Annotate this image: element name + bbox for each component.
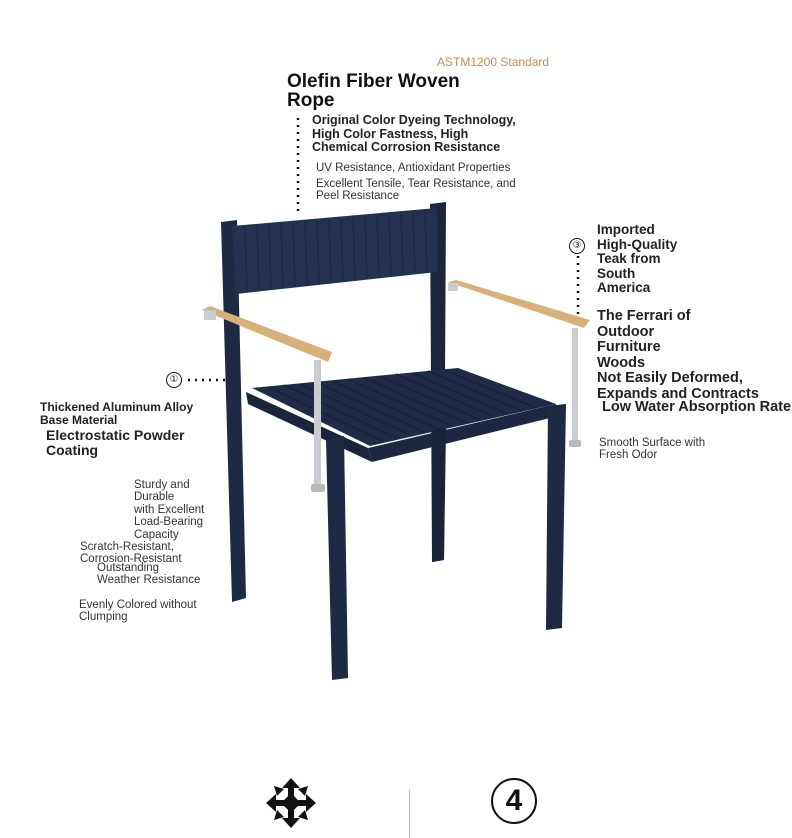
rope-uv-text: UV Resistance, Antioxidant Properties <box>316 162 511 174</box>
teak-ferrari-text: The Ferrari of Outdoor Furniture Woods <box>597 308 691 371</box>
teak-imported-text: Imported High-Quality Teak from South America <box>597 222 678 296</box>
move-arrows-icon[interactable] <box>264 776 318 830</box>
front-left-leg <box>326 436 348 680</box>
left-armrest-cap <box>204 310 216 320</box>
rope-title: Olefin Fiber Woven Rope <box>287 71 460 111</box>
frame-coating-text: Electrostatic Powder Coating <box>46 427 185 459</box>
seat-panel <box>252 368 556 446</box>
frame-marker-1: ① <box>166 372 182 388</box>
rope-dyeing-text: Original Color Dyeing Technology, High Color Fastness, High Chemical Corrosion Resistance <box>312 113 516 154</box>
teak-marker-3: ③ <box>569 238 585 254</box>
rope-tensile-text: Excellent Tensile, Tear Resistance, and Peel Resistance <box>316 178 516 203</box>
page-number-badge: 4 <box>491 778 537 824</box>
front-right-leg <box>546 404 566 630</box>
frame-weather-text: Outstanding Weather Resistance <box>97 562 201 587</box>
teak-surface-text: Smooth Surface with Fresh Odor <box>599 437 706 462</box>
frame-even-color-text: Evenly Colored without Clumping <box>79 599 197 624</box>
right-armrest-cap <box>448 283 458 291</box>
back-right-lower-leg <box>432 428 446 562</box>
right-armrest <box>448 280 590 328</box>
footer-divider <box>409 790 410 838</box>
frame-sturdy-text: Sturdy and Durable with Excellent Load-Bearing Capacity <box>134 479 205 541</box>
standard-label: ASTM1200 Standard <box>437 55 550 69</box>
backrest-panel <box>232 208 437 294</box>
left-arm-bracket <box>311 484 325 492</box>
frame-base-text: Thickened Aluminum Alloy Base Material <box>40 400 194 427</box>
teak-absorption-text: Low Water Absorption Rate <box>602 400 792 415</box>
frame-scratch-text: Scratch-Resistant, Corrosion-Resistant <box>80 541 182 566</box>
left-arm-support <box>314 360 321 488</box>
teak-deformed-text: Not Easily Deformed, Expands and Contracts <box>597 370 759 402</box>
right-arm-bracket <box>569 440 581 447</box>
right-arm-support <box>572 328 578 446</box>
left-armrest <box>202 306 332 362</box>
